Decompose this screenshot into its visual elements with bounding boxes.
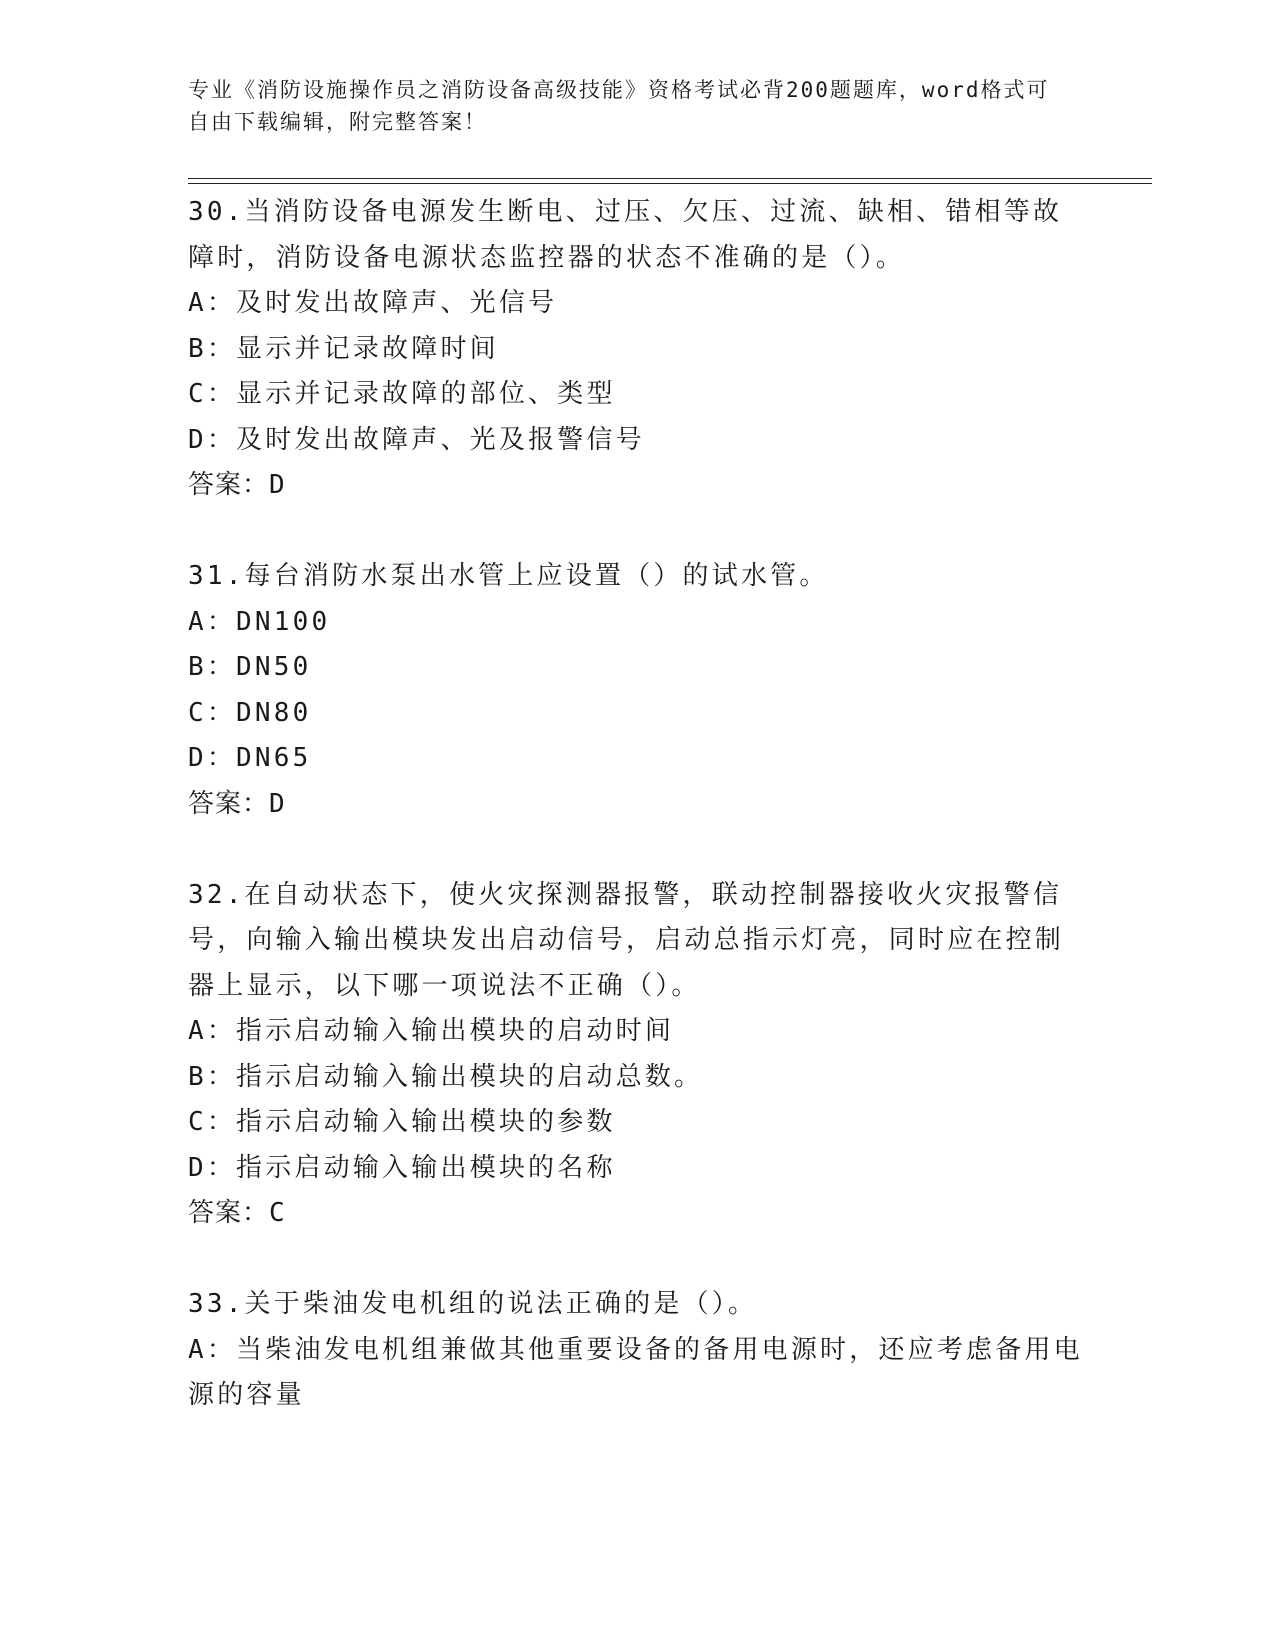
option-a: A：DN100 <box>188 606 331 637</box>
option-a: A：及时发出故障声、光信号 <box>188 288 558 318</box>
option-c: C：显示并记录故障的部位、类型 <box>188 379 616 409</box>
answer-label: 答案： <box>188 470 270 500</box>
question-stem: 31.每台消防水泵出水管上应设置（）的试水管。 <box>188 561 829 591</box>
answer-label: 答案： <box>188 788 270 819</box>
option-d: D：指示启动输入输出模块的名称 <box>188 1152 616 1183</box>
option-a: A：指示启动输入输出模块的启动时间 <box>188 1016 675 1046</box>
answer-value: C <box>269 1198 286 1228</box>
answer-line <box>188 1191 1088 1237</box>
option-d: D：DN65 <box>188 743 312 773</box>
question-list <box>188 190 1088 1464</box>
document-header: 专业《消防设施操作员之消防设备高级技能》资格考试必背200题题库，word格式可自由下载编辑，附完整答案！ <box>188 78 1050 134</box>
option-c: C：DN80 <box>188 697 312 728</box>
answer-line <box>188 463 1088 509</box>
answer-value: D <box>269 788 286 819</box>
option-a: A：当柴油发电机组兼做其他重要设备的备用电源时，还应考虑备用电源的容量 <box>188 1334 1083 1410</box>
header-divider-top <box>188 178 1152 179</box>
header-divider-bottom <box>188 183 1152 184</box>
question-32 <box>188 873 1088 1237</box>
question-stem: 32.在自动状态下，使火灾探测器报警，联动控制器接收火灾报警信号，向输入输出模块发出启动信号，启动总指示灯亮，同时应在控制器上显示，以下哪一项说法不正确（）。 <box>188 879 1065 1001</box>
option-b: B：显示并记录故障时间 <box>188 333 499 364</box>
option-d: D：及时发出故障声、光及报警信号 <box>188 424 645 455</box>
answer-value: D <box>269 470 286 500</box>
question-30 <box>188 190 1088 509</box>
answer-label: 答案： <box>188 1198 270 1228</box>
option-c: C：指示启动输入输出模块的参数 <box>188 1107 616 1137</box>
question-33 <box>188 1282 1088 1419</box>
option-b: B：DN50 <box>188 652 312 682</box>
question-stem: 30.当消防设备电源发生断电、过压、欠压、过流、缺相、错相等故障时，消防设备电源状态监控器的状态不准确的是（）。 <box>188 197 1063 273</box>
question-stem: 33.关于柴油发电机组的说法正确的是（）。 <box>188 1289 758 1319</box>
option-b: B：指示启动输入输出模块的启动总数。 <box>188 1061 704 1092</box>
answer-line <box>188 782 1088 828</box>
question-31 <box>188 554 1088 827</box>
